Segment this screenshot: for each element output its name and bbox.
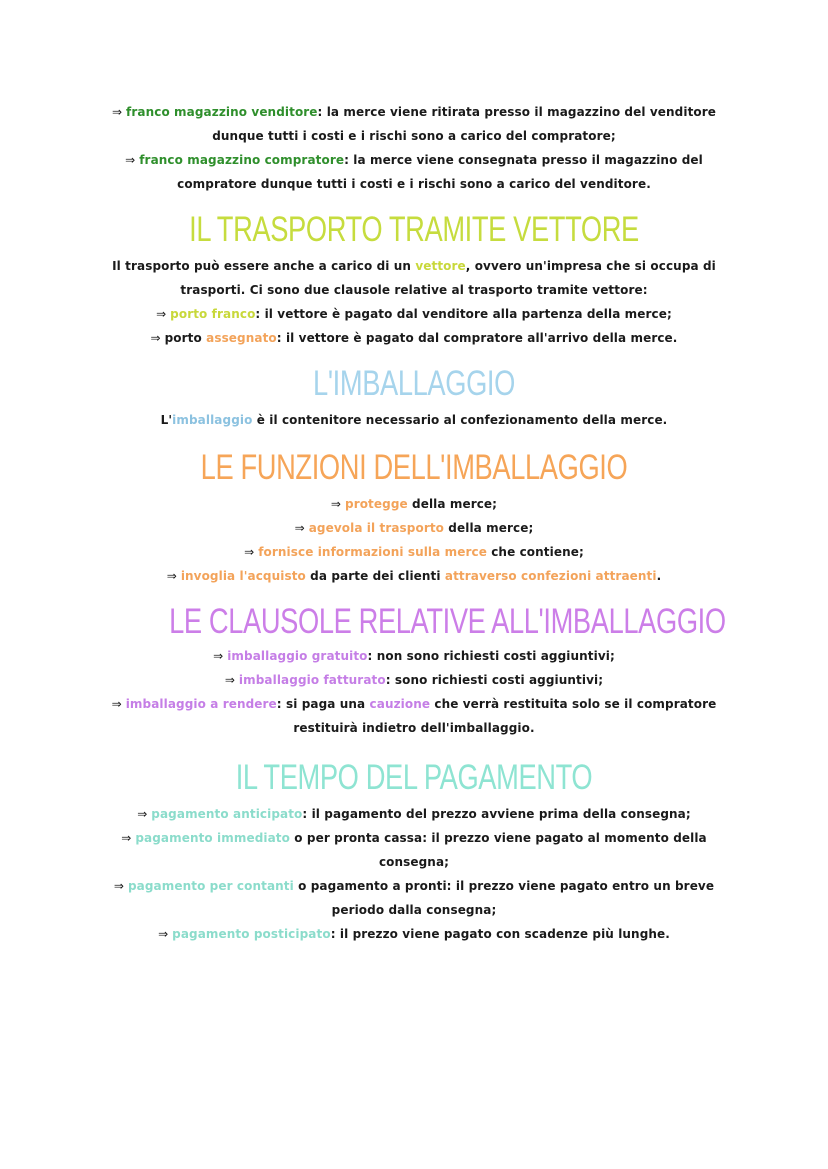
porto-assegnato-prefix: porto bbox=[164, 331, 207, 345]
clausola-rendere-line bbox=[100, 692, 728, 716]
term-pagamento-anticipato: pagamento anticipato bbox=[151, 807, 303, 821]
porto-franco-text: : il vettore è pagato dal venditore alla partenza della merce; bbox=[255, 307, 672, 321]
heading-imballaggio: L'IMBALLAGGIO bbox=[313, 364, 515, 403]
arrow-icon: ⇒ bbox=[156, 307, 171, 321]
pagamento-contanti-line-2: periodo dalla consegna; bbox=[331, 903, 497, 917]
funzione-agevola-line bbox=[100, 516, 728, 540]
vettore-paragraph-line-2: trasporti. Ci sono due clausole relative al trasporto tramite vettore: bbox=[180, 283, 648, 297]
arrow-icon: ⇒ bbox=[113, 879, 128, 893]
porto-franco-line bbox=[100, 302, 728, 326]
vettore-paragraph-line-1 bbox=[100, 254, 728, 278]
clausola-fatturato-text: : sono richiesti costi aggiuntivi; bbox=[385, 673, 604, 687]
imballaggio-prefix: L' bbox=[160, 413, 173, 427]
funzione-invoglia-text: da parte dei clienti bbox=[305, 569, 445, 583]
arrow-icon: ⇒ bbox=[330, 497, 345, 511]
pagamento-contanti-text: o pagamento a pronti: il prezzo viene pagato entro un breve bbox=[293, 879, 715, 893]
arrow-icon: ⇒ bbox=[244, 545, 259, 559]
arrow-icon: ⇒ bbox=[166, 569, 181, 583]
imballaggio-definition-line bbox=[100, 408, 728, 432]
pagamento-anticipato-line bbox=[100, 802, 728, 826]
clausola-rendere-text-a: : si paga una bbox=[276, 697, 370, 711]
arrow-icon: ⇒ bbox=[111, 105, 127, 119]
term-imballaggio-rendere: imballaggio a rendere bbox=[125, 697, 277, 711]
term-agevola: agevola il trasporto bbox=[308, 521, 445, 535]
term-imballaggio: imballaggio bbox=[172, 413, 253, 427]
term-imballaggio-fatturato: imballaggio fatturato bbox=[238, 673, 386, 687]
heading-trasporto-vettore: IL TRASPORTO TRAMITE VETTORE bbox=[189, 210, 639, 249]
pagamento-posticipato-text: : il prezzo viene pagato con scadenze più lunghe. bbox=[330, 927, 670, 941]
heading-funzioni-imballaggio: LE FUNZIONI DELL'IMBALLAGGIO bbox=[200, 448, 628, 487]
term-pagamento-posticipato: pagamento posticipato bbox=[172, 927, 331, 941]
funzione-fornisce-line bbox=[100, 540, 728, 564]
funzione-fornisce-text: che contiene; bbox=[486, 545, 584, 559]
franco-venditore-line bbox=[100, 100, 728, 124]
pagamento-posticipato-line bbox=[100, 922, 728, 946]
funzione-protegge-text: della merce; bbox=[407, 497, 498, 511]
funzione-invoglia-line bbox=[100, 564, 728, 588]
clausola-fatturato-line bbox=[100, 668, 728, 692]
clausola-rendere-text-b: che verrà restituita solo se il compratore bbox=[430, 697, 717, 711]
term-pagamento-immediato: pagamento immediato bbox=[135, 831, 290, 845]
arrow-icon: ⇒ bbox=[158, 927, 173, 941]
heading-tempo-pagamento: IL TEMPO DEL PAGAMENTO bbox=[235, 758, 593, 797]
term-vettore: vettore bbox=[415, 259, 466, 273]
heading-clausole-imballaggio: LE CLAUSOLE RELATIVE ALL'IMBALLAGGIO bbox=[169, 602, 726, 641]
clausola-gratuito-line bbox=[100, 644, 728, 668]
vettore-text-b: , ovvero un'impresa che si occupa di bbox=[465, 259, 716, 273]
arrow-icon: ⇒ bbox=[213, 649, 228, 663]
clausola-gratuito-text: : non sono richiesti costi aggiuntivi; bbox=[367, 649, 615, 663]
arrow-icon: ⇒ bbox=[111, 697, 126, 711]
term-imballaggio-gratuito: imballaggio gratuito bbox=[227, 649, 368, 663]
pagamento-anticipato-text: : il pagamento del prezzo avviene prima della consegna; bbox=[302, 807, 691, 821]
term-confezioni: attraverso confezioni attraenti bbox=[444, 569, 657, 583]
pagamento-immediato-text: o per pronta cassa: il prezzo viene pagato al momento della bbox=[290, 831, 707, 845]
pagamento-immediato-line-2: consegna; bbox=[378, 855, 450, 869]
pagamento-contanti-line bbox=[100, 874, 728, 898]
franco-compratore-text: : la merce viene consegnata presso il magazzino del bbox=[344, 153, 703, 167]
term-fornisce: fornisce informazioni sulla merce bbox=[258, 545, 487, 559]
term-franco-venditore: franco magazzino venditore bbox=[126, 105, 318, 119]
porto-assegnato-text: : il vettore è pagato dal compratore all'arrivo della merce. bbox=[276, 331, 678, 345]
arrow-icon: ⇒ bbox=[150, 331, 165, 345]
arrow-icon: ⇒ bbox=[294, 521, 309, 535]
franco-venditore-text: : la merce viene ritirata presso il magazzino del venditore bbox=[317, 105, 717, 119]
clausola-rendere-line-2: restituirà indietro dell'imballaggio. bbox=[293, 721, 535, 735]
term-invoglia: invoglia l'acquisto bbox=[180, 569, 306, 583]
term-pagamento-contanti: pagamento per contanti bbox=[127, 879, 294, 893]
term-porto-franco: porto franco bbox=[170, 307, 256, 321]
imballaggio-text: è il contenitore necessario al confezionamento della merce. bbox=[252, 413, 668, 427]
funzione-agevola-text: della merce; bbox=[444, 521, 534, 535]
franco-compratore-line-2: compratore dunque tutti i costi e i rischi sono a carico del venditore. bbox=[177, 177, 651, 191]
arrow-icon: ⇒ bbox=[224, 673, 239, 687]
porto-assegnato-line bbox=[100, 326, 728, 350]
term-protegge: protegge bbox=[345, 497, 408, 511]
funzione-protegge-line bbox=[100, 492, 728, 516]
vettore-text-a: Il trasporto può essere anche a carico di un bbox=[112, 259, 416, 273]
term-cauzione: cauzione bbox=[369, 697, 431, 711]
arrow-icon: ⇒ bbox=[137, 807, 152, 821]
franco-venditore-line-2: dunque tutti i costi e i rischi sono a carico del compratore; bbox=[212, 129, 616, 143]
arrow-icon: ⇒ bbox=[121, 831, 136, 845]
funzione-invoglia-end: . bbox=[656, 569, 662, 583]
franco-compratore-line bbox=[100, 148, 728, 172]
arrow-icon: ⇒ bbox=[125, 153, 140, 167]
term-assegnato: assegnato bbox=[206, 331, 277, 345]
term-franco-compratore: franco magazzino compratore bbox=[139, 153, 345, 167]
pagamento-immediato-line bbox=[100, 826, 728, 850]
